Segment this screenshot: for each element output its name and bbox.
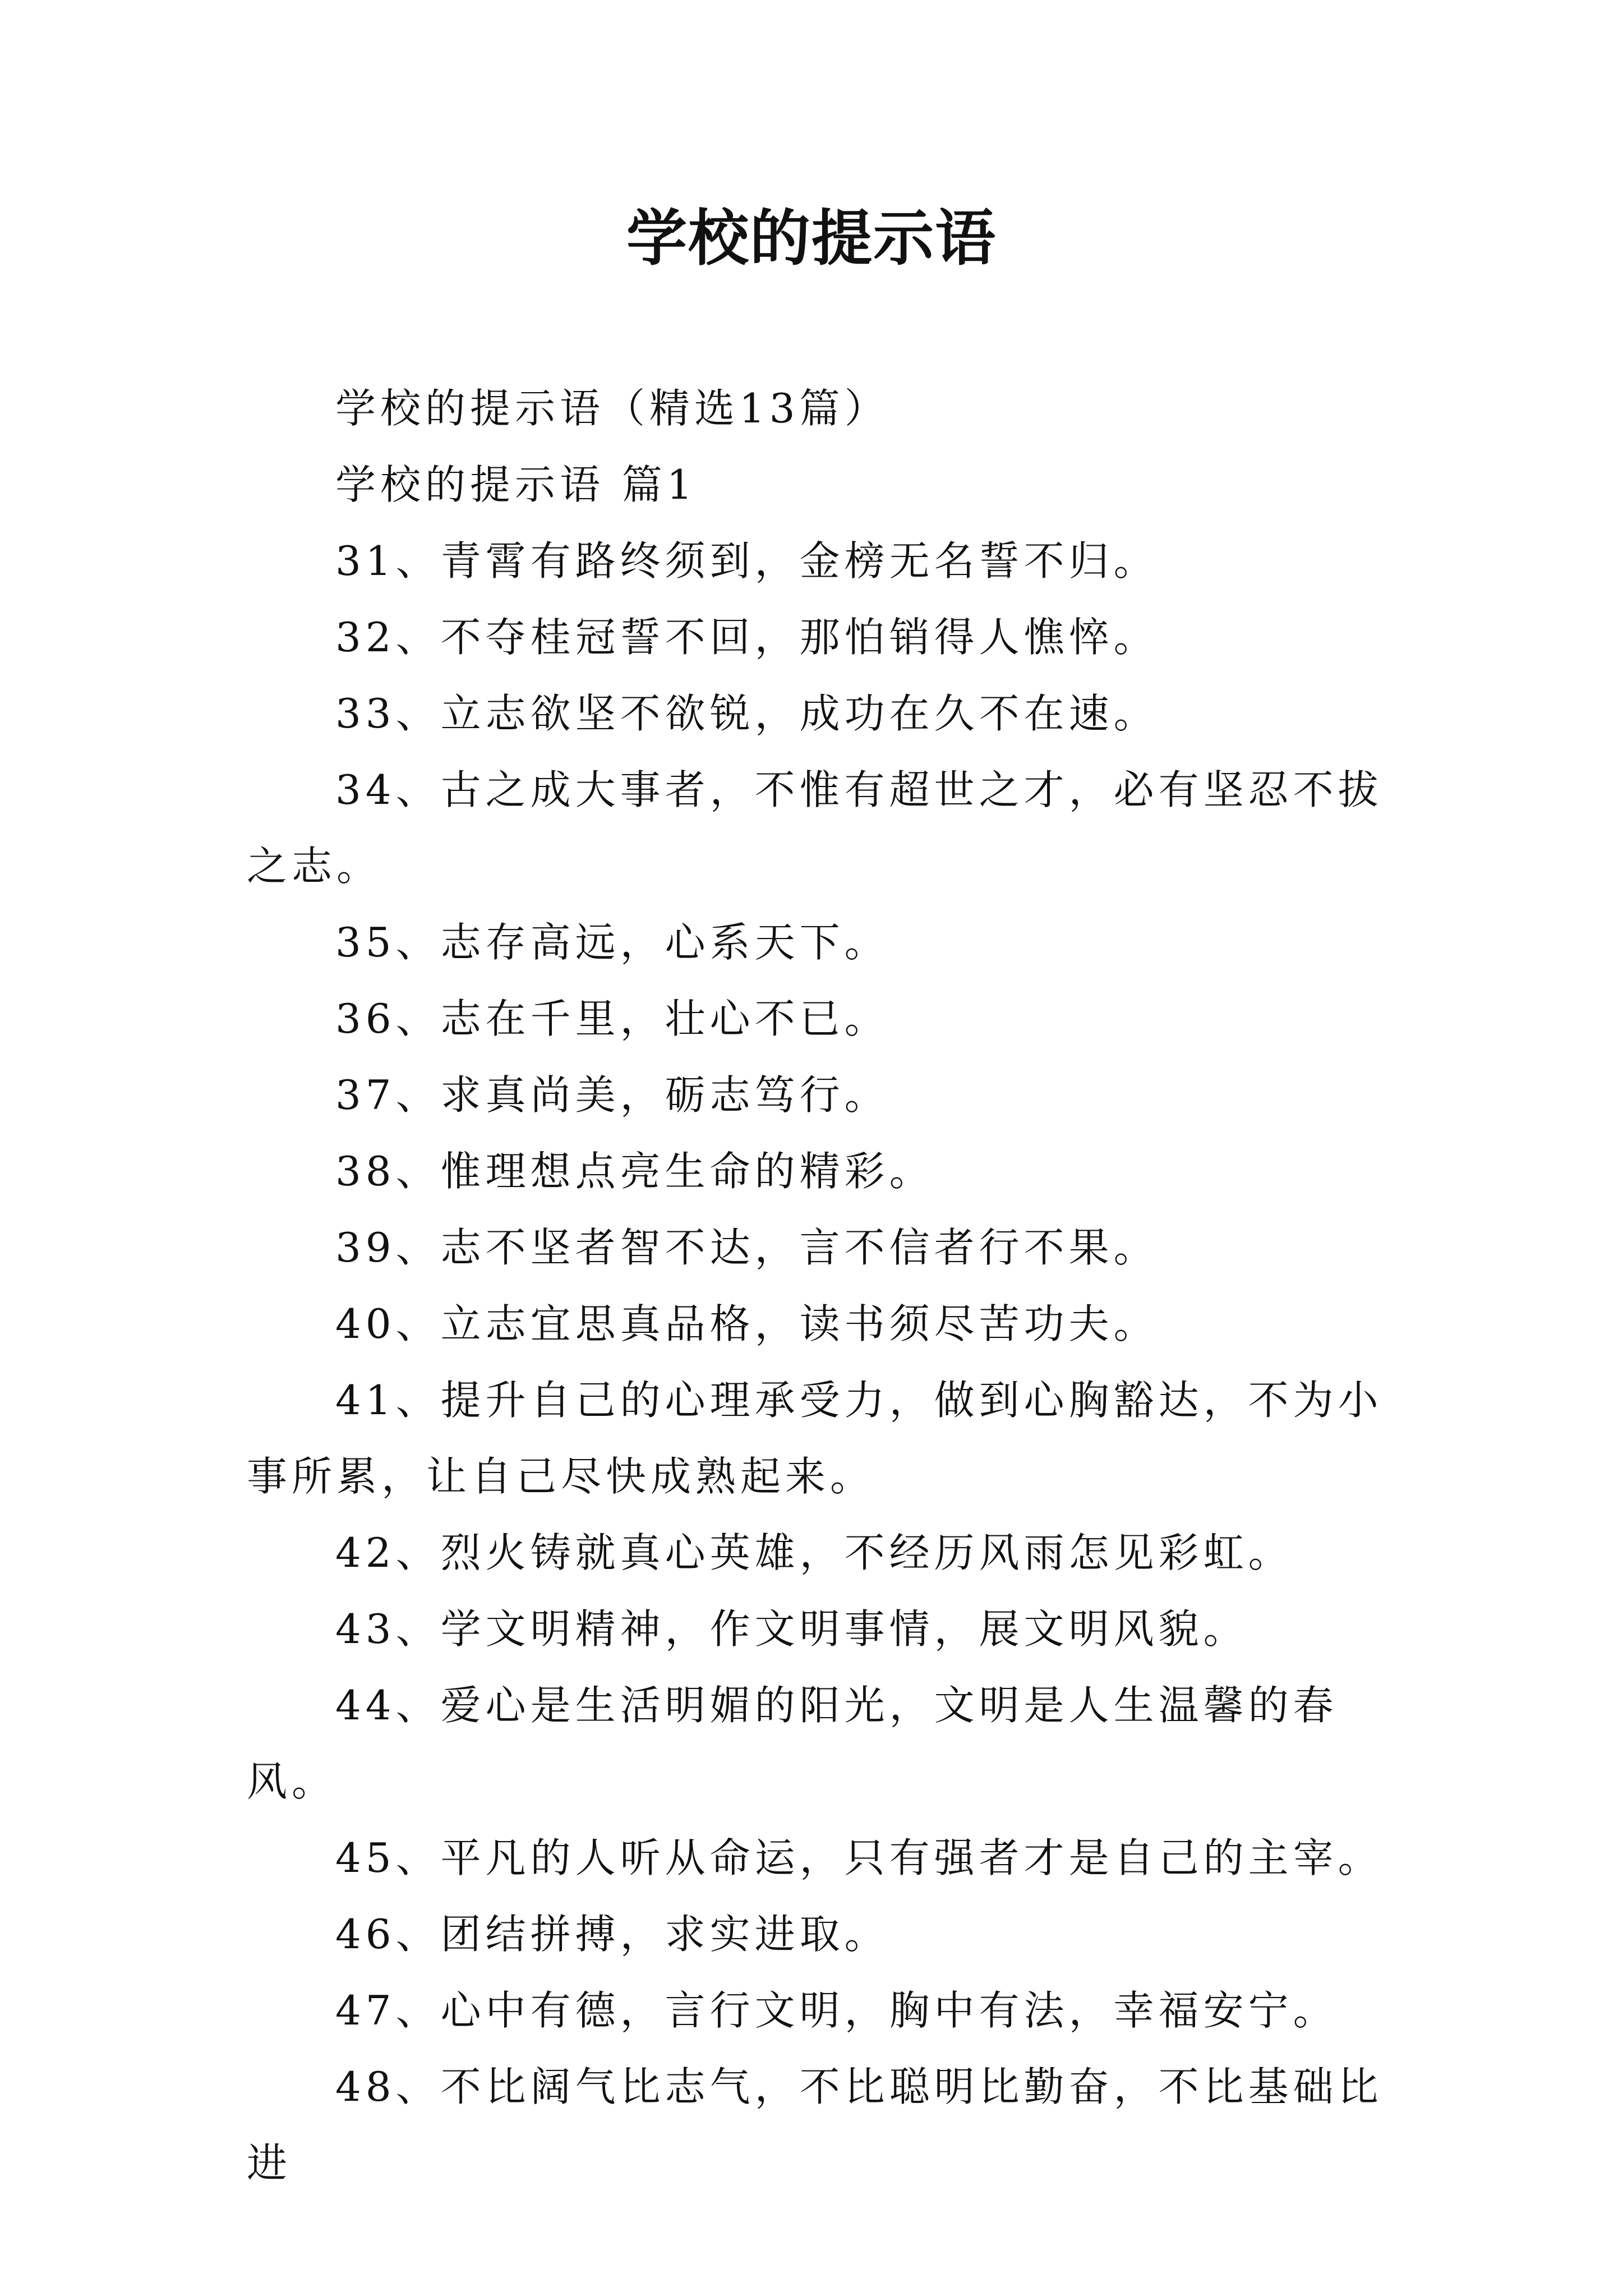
list-item: 39、志不坚者智不达，言不信者行不果。 — [335, 1224, 1159, 1271]
list-item: 36、志在千里，壮心不已。 — [335, 995, 889, 1042]
document-title: 学校的提示语 — [626, 203, 997, 274]
list-item: 33、立志欲坚不欲锐，成功在久不在速。 — [335, 690, 1159, 737]
list-item: 48、不比阔气比志气，不比聪明比勤奋，不比基础比进 — [247, 2063, 1383, 2187]
list-item: 43、学文明精神，作文明事情，展文明风貌。 — [335, 1605, 1248, 1653]
list-item: 38、惟理想点亮生命的精彩。 — [335, 1148, 934, 1195]
list-item: 37、求真尚美，砺志笃行。 — [335, 1071, 889, 1119]
document-subtitle: 学校的提示语（精选13篇） — [335, 385, 889, 432]
list-item: 42、烈火铸就真心英雄，不经历风雨怎见彩虹。 — [335, 1529, 1293, 1576]
document-body — [247, 370, 1391, 2201]
list-item: 44、爱心是生活明媚的阳光，文明是人生温馨的春风。 — [247, 1682, 1338, 1805]
list-item: 31、青霄有路终须到，金榜无名誓不归。 — [335, 537, 1159, 585]
list-item: 40、立志宜思真品格，读书须尽苦功夫。 — [335, 1300, 1159, 1347]
list-item: 32、不夺桂冠誓不回，那怕销得人憔悴。 — [335, 614, 1159, 661]
list-item: 34、古之成大事者，不惟有超世之才，必有坚忍不拔之志。 — [247, 766, 1383, 890]
list-item: 45、平凡的人听从命运，只有强者才是自己的主宰。 — [335, 1834, 1383, 1881]
section-heading: 学校的提示语 篇1 — [335, 461, 697, 508]
list-item: 35、志存高远，心系天下。 — [335, 919, 889, 966]
list-item: 41、提升自己的心理承受力，做到心胸豁达，不为小事所累，让自己尽快成熟起来。 — [247, 1377, 1383, 1500]
list-item: 47、心中有德，言行文明，胸中有法，幸福安宁。 — [335, 1987, 1338, 2034]
list-item: 46、团结拼搏，求实进取。 — [335, 1911, 889, 1958]
